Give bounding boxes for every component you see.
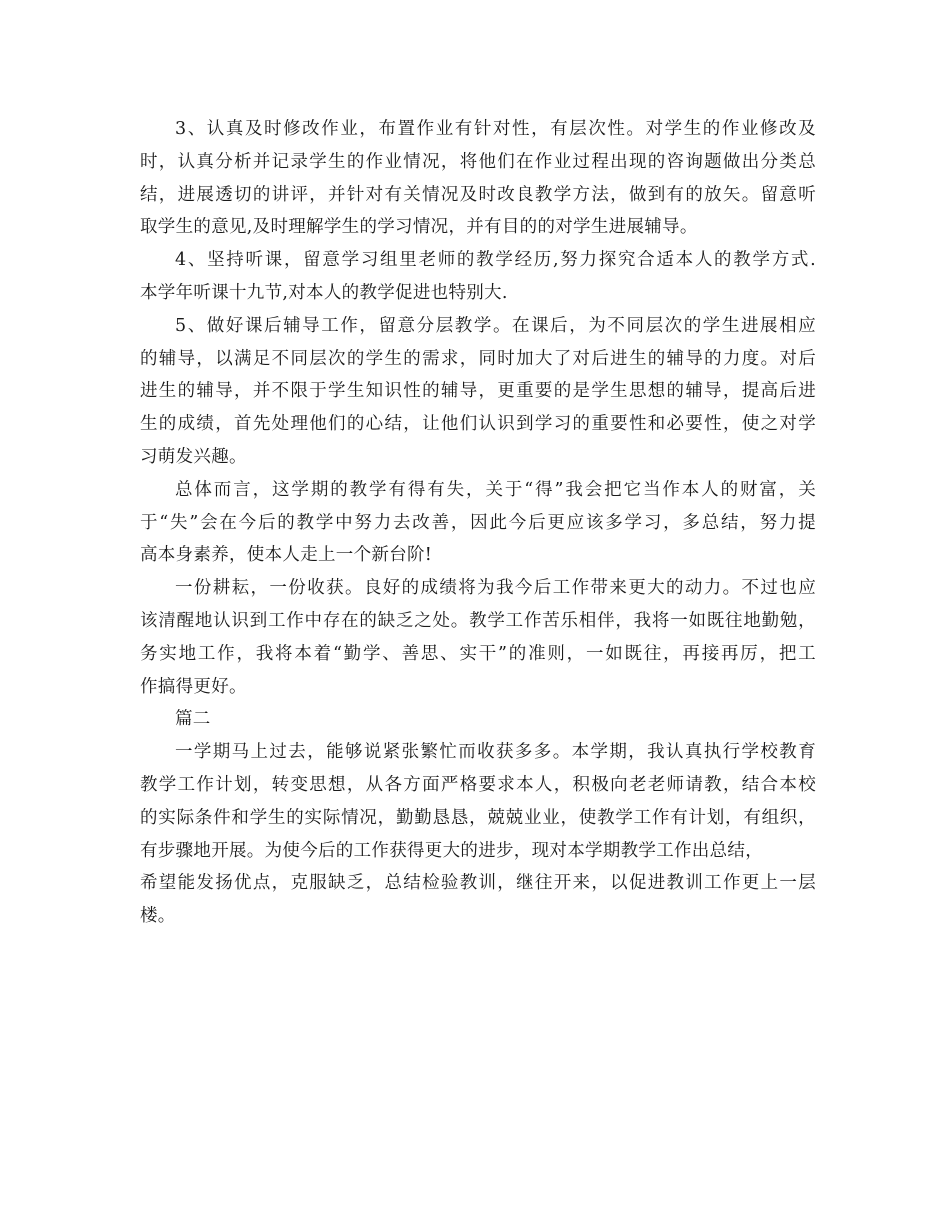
text-line: 一学期马上过去，能够说紧张繁忙而收获多多。本学期，我认真执行学校教育 xyxy=(175,742,816,763)
text-line: 生的成绩，首先处理他们的心结，让他们认识到学习的重要性和必要性，使之对学 xyxy=(140,414,816,435)
text-line: 希望能发扬优点，克服缺乏，总结检验教训，继往开来，以促进教训工作更上一层 xyxy=(140,873,816,894)
text-line: 该清醒地认识到工作中存在的缺乏之处。教学工作苦乐相伴，我将一如既往地勤勉， xyxy=(140,610,816,631)
text-line: 教学工作计划，转变思想，从各方面严格要求本人，积极向老老师请教，结合本校 xyxy=(140,774,816,795)
section-heading: 篇二 xyxy=(175,709,211,730)
text-line: 4、坚持听课，留意学习组里老师的教学经历,努力探究合适本人的教学方式. xyxy=(175,250,816,271)
text-line: 结，进展透切的讲评，并针对有关情况及时改良教学方法，做到有的放矢。留意听 xyxy=(140,184,816,205)
text-line: 取学生的意见,及时理解学生的学习情况，并有目的的对学生进展辅导。 xyxy=(140,217,698,238)
text-line: 一份耕耘，一份收获。良好的成绩将为我今后工作带来更大的动力。不过也应 xyxy=(175,578,816,599)
text-line: 本学年听课十九节,对本人的教学促进也特别大. xyxy=(140,282,508,303)
text-line: 有步骤地开展。为使今后的工作获得更大的进步，现对本学期教学工作出总结， xyxy=(140,840,763,861)
text-line: 于“失”会在今后的教学中努力去改善，因此今后更应该多学习，多总结，努力提 xyxy=(140,512,816,533)
text-line: 5、做好课后辅导工作，留意分层教学。在课后，为不同层次的学生进展相应 xyxy=(175,315,816,336)
text-line: 3、认真及时修改作业，布置作业有针对性，有层次性。对学生的作业修改及 xyxy=(175,119,816,139)
text-line: 楼。 xyxy=(140,906,176,927)
text-line: 习萌发兴趣。 xyxy=(140,446,247,467)
text-line: 进生的辅导，并不限于学生知识性的辅导，更重要的是学生思想的辅导，提高后进 xyxy=(140,381,816,402)
text-line: 时，认真分析并记录学生的作业情况，将他们在作业过程出现的咨询题做出分类总 xyxy=(140,151,816,172)
text-line: 的实际条件和学生的实际情况，勤勤恳恳，兢兢业业，使教学工作有计划，有组织， xyxy=(140,807,816,828)
document-body xyxy=(140,113,816,933)
text-line: 总体而言，这学期的教学有得有失，关于“得”我会把它当作本人的财富，关 xyxy=(175,479,816,500)
text-line: 的辅导，以满足不同层次的学生的需求，同时加大了对后进生的辅导的力度。对后 xyxy=(140,348,816,369)
text-line: 高本身素养，使本人走上一个新台阶! xyxy=(140,545,433,566)
text-line: 务实地工作，我将本着“勤学、善思、实干”的准则，一如既往，再接再厉，把工 xyxy=(140,643,816,664)
text-line: 作搞得更好。 xyxy=(140,676,247,697)
